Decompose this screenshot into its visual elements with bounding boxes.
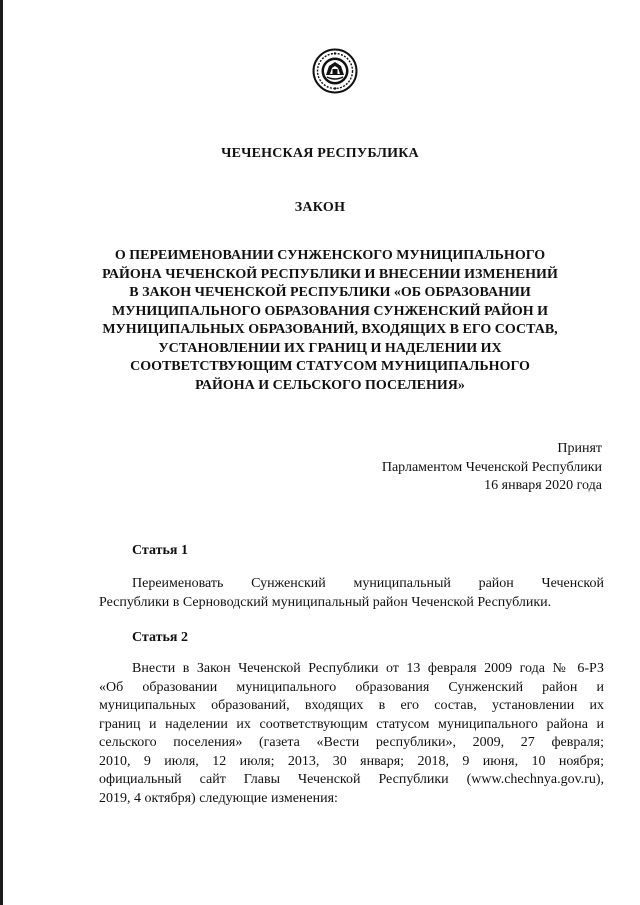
article-2-line: 2019, 4 октября) следующие изменения: bbox=[99, 790, 338, 806]
law-title-line: МУНИЦИПАЛЬНЫХ ОБРАЗОВАНИЙ, ВХОДЯЩИХ В ЕГО СОСТАВ, bbox=[102, 322, 558, 337]
article-2-line: границ и наделении их соответствующим статусом муниципального района и bbox=[99, 716, 604, 732]
law-title-line: О ПЕРЕИМЕНОВАНИИ СУНЖЕНСКОГО МУНИЦИПАЛЬНОГО bbox=[114, 248, 546, 263]
article-1-heading: Статья 1 bbox=[132, 543, 188, 558]
article-2-heading: Статья 2 bbox=[132, 630, 188, 645]
article-2-line: Внести в Закон Чеченской Республики от 13 февраля 2009 года № 6-РЗ bbox=[132, 661, 604, 676]
coat-of-arms-icon bbox=[312, 48, 358, 94]
republic-heading: ЧЕЧЕНСКАЯ РЕСПУБЛИКА bbox=[221, 146, 419, 161]
article-2-line: 2010, 9 июля, 12 июля; 2013, 30 января; 2018, 9 июня, 10 ноября; bbox=[99, 753, 604, 769]
document-type-heading: ЗАКОН bbox=[294, 200, 346, 215]
article-2-line: официальный сайт Главы Чеченской Республики (www.chechnya.gov.ru), bbox=[99, 772, 604, 787]
law-title bbox=[80, 247, 580, 395]
adoption-line: Парламентом Чеченской Республики bbox=[381, 459, 602, 475]
scan-edge bbox=[0, 0, 3, 905]
law-title-line: РАЙОНА ЧЕЧЕНСКОЙ РЕСПУБЛИКИ И ВНЕСЕНИИ ИЗМЕНЕНИЙ bbox=[102, 266, 558, 282]
article-2-line: сельского поселения» (газета «Вести республики», 2009, 27 февраля; bbox=[99, 735, 604, 750]
law-title-line: В ЗАКОН ЧЕЧЕНСКОЙ РЕСПУБЛИКИ «ОБ ОБРАЗОВАНИИ bbox=[129, 285, 531, 300]
law-title-line: МУНИЦИПАЛЬНОГО ОБРАЗОВАНИЯ СУНЖЕНСКИЙ РАЙОН И bbox=[112, 303, 548, 319]
article-2-text bbox=[99, 660, 604, 808]
law-title-line: СООТВЕТСТВУЮЩИМ СТАТУСОМ МУНИЦИПАЛЬНОГО bbox=[130, 359, 530, 374]
article-2-line: «Об образовании муниципального образования Сунженский район и bbox=[99, 679, 604, 695]
article-1-line: Переименовать Сунженский муниципальный район Чеченской bbox=[132, 576, 604, 591]
adoption-line: Принят bbox=[557, 441, 602, 456]
article-2-line: муниципальных образований, входящих в его состав, установлении их bbox=[99, 698, 604, 713]
adoption-date: 16 января 2020 года bbox=[484, 478, 602, 493]
article-1-line: Республики в Серноводский муниципальный район Чеченской Республики. bbox=[99, 594, 552, 610]
adoption-block bbox=[382, 440, 602, 496]
law-title-line: РАЙОНА И СЕЛЬСКОГО ПОСЕЛЕНИЯ» bbox=[195, 377, 465, 393]
article-1-text bbox=[99, 575, 604, 612]
law-title-line: УСТАНОВЛЕНИИ ИХ ГРАНИЦ И НАДЕЛЕНИИ ИХ bbox=[158, 340, 502, 356]
